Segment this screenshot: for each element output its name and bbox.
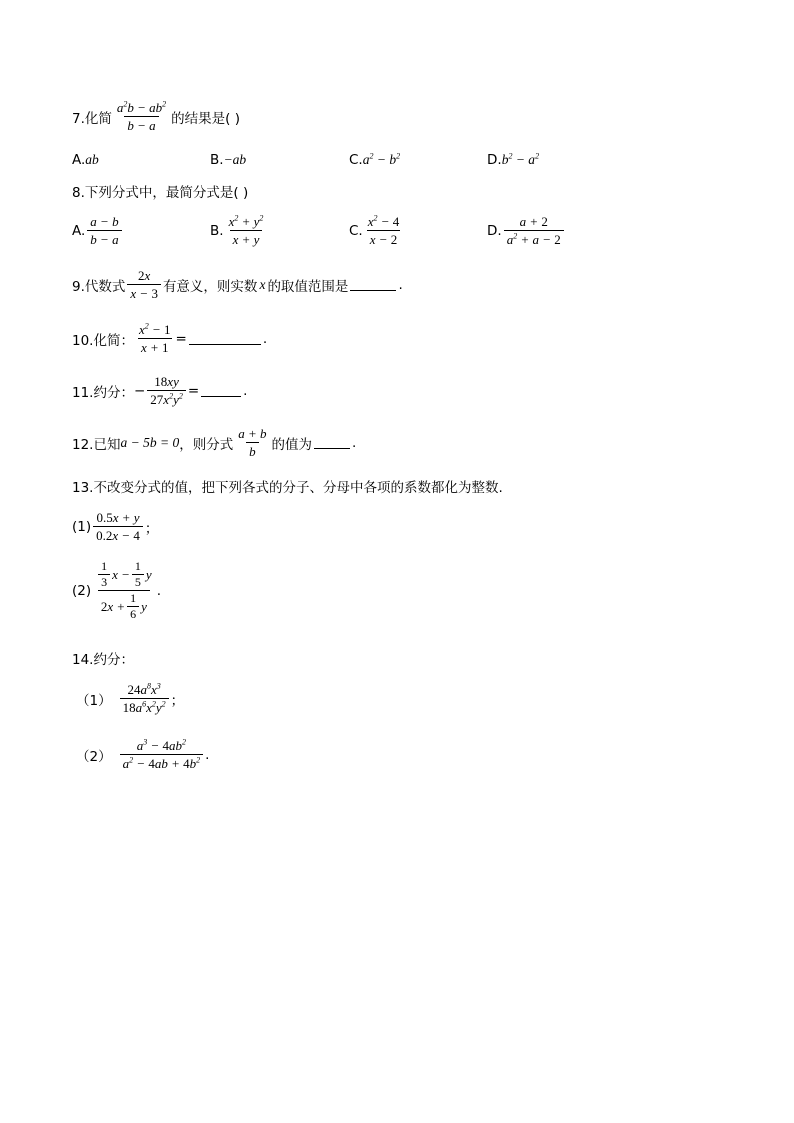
q12-condition: a − 5b = 0: [120, 434, 180, 450]
question-10: 10.化简： $\frac{x^2 - 1}{x + 1}$ = .: [72, 321, 268, 355]
q7-option-d: D. $b^2 - a^2$: [487, 151, 540, 168]
q7-option-c: C. $a^2 - b^2$: [349, 151, 401, 168]
q8-option-c: C. $\frac{x^2 - 4}{x - 2}$: [349, 213, 400, 247]
q14-part-1-fraction: $\frac{24a^8x^3}{18a^6x^2y^2}$: [120, 682, 169, 715]
q9-fraction: $\frac{2x}{x - 3}$: [127, 268, 161, 301]
question-9: 9.代数式 $\frac{2x}{x - 3}$ 有意义，则实数 x 的取值范围是 .: [72, 268, 403, 301]
q13-part-1: (1) $\frac{0.5x + y}{0.2x - 4}$ ；: [72, 510, 159, 543]
q8-label: 8.下列分式中，最简分式是( ): [72, 185, 249, 201]
q12-answer-blank[interactable]: [314, 436, 350, 449]
q10-answer-blank[interactable]: [189, 332, 261, 345]
q8-option-d: D. $\frac{a + 2}{a^2 + a - 2}$: [487, 214, 566, 247]
question-7: [72, 100, 240, 133]
q13-part-1-fraction: $\frac{0.5x + y}{0.2x - 4}$: [93, 510, 143, 543]
q14-part-2-fraction: $\frac{a^3 - 4ab^2}{a^2 - 4ab + 4b^2}$: [120, 738, 204, 771]
q7-option-b: B. −ab: [210, 152, 247, 168]
q7-label: 7.化简: [72, 110, 112, 127]
q13-part-2-fraction: $\frac{1}{3}$ x − $\frac{1}{5}$ y 2 x + $\frac{1}{6}$ y: [93, 560, 155, 621]
q7-option-a: A. ab: [72, 152, 99, 168]
q7-tail: 的结果是( ): [171, 110, 240, 127]
q14-part-2: （2） $\frac{a^3 - 4ab^2}{a^2 - 4ab + 4b^2}$ .: [76, 737, 210, 771]
q11-answer-blank[interactable]: [201, 384, 241, 397]
question-12: 12.已知 a − 5b = 0 ，则分式 $\frac{a + b}{b}$ 的值为 .: [72, 426, 357, 459]
question-8: [72, 181, 248, 201]
q9-answer-blank[interactable]: [350, 278, 396, 291]
q10-fraction: $\frac{x^2 - 1}{x + 1}$: [138, 321, 171, 355]
q8-option-b: B. $\frac{x^2 + y^2}{x + y}$: [210, 213, 264, 247]
question-14: 14.约分：: [72, 652, 134, 668]
q8-option-a: A. $\frac{a - b}{b - a}$: [72, 214, 124, 247]
question-13: 13.不改变分式的值，把下列各式的分子、分母中各项的系数都化为整数.: [72, 480, 503, 496]
q14-part-1: （1） $\frac{24a^8x^3}{18a^6x^2y^2}$ ；: [76, 681, 185, 715]
q13-part-2: (2) $\frac{1}{3}$ x − $\frac{1}{5}$ y 2 x + $\frac{1}{6}$ y .: [72, 559, 161, 621]
q12-fraction: $\frac{a + b}{b}$: [238, 426, 267, 459]
question-11: 11.约分： − $\frac{18xy}{27x^2y^2}$ = .: [72, 374, 248, 407]
q11-fraction: $\frac{18xy}{27x^2y^2}$: [147, 374, 186, 407]
q7-fraction: $\frac{a^2b - ab^2}{b - a}$: [116, 99, 167, 133]
